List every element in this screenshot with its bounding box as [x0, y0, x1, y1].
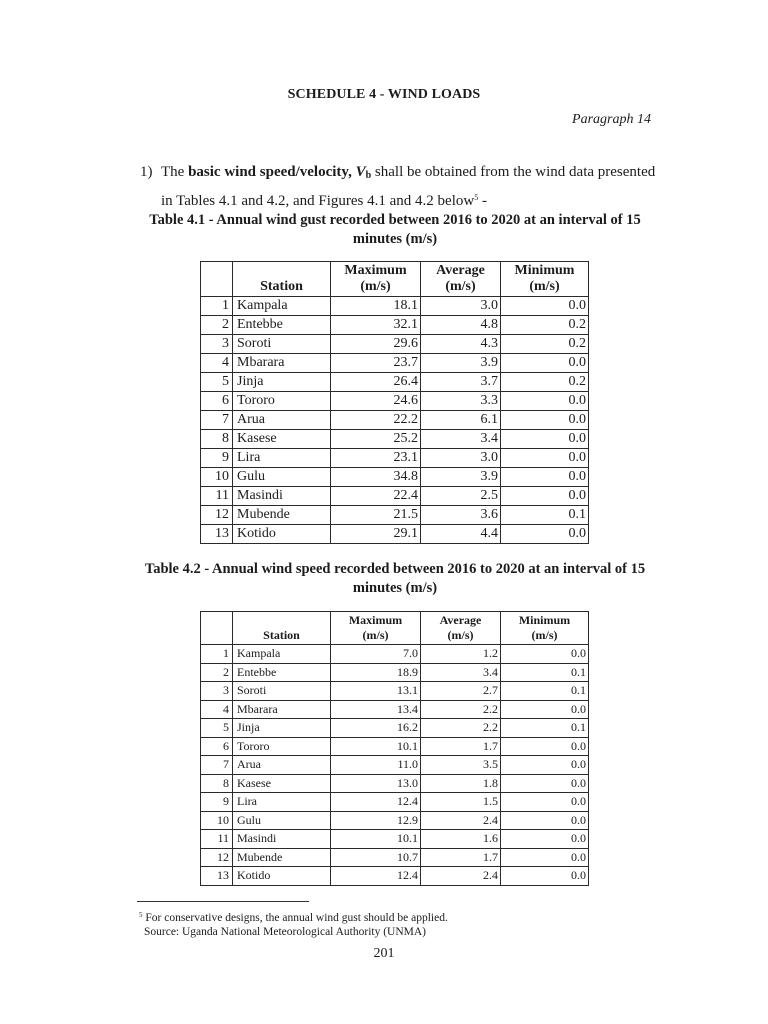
average-cell: 1.7	[421, 848, 501, 867]
item-number: 1)	[140, 164, 153, 180]
station-cell: Kotido	[233, 525, 331, 544]
paragraph-reference: Paragraph 14	[572, 112, 651, 127]
maximum-header: Maximum (m/s)	[331, 262, 421, 297]
station-header: Station	[233, 262, 331, 297]
maximum-cell: 18.9	[331, 663, 421, 682]
table-row	[201, 354, 589, 373]
maximum-cell: 32.1	[331, 316, 421, 335]
average-cell: 4.4	[421, 525, 501, 544]
header-row	[201, 612, 589, 645]
table-4-2-caption: Table 4.2 - Annual wind speed recorded between 2016 to 2020 at an interval of 15 minutes (m/s)	[144, 561, 646, 596]
minimum-cell: 0.0	[501, 468, 589, 487]
footnote-divider	[137, 901, 309, 902]
row-index: 1	[201, 297, 233, 316]
symbol-v: V	[355, 164, 366, 180]
symbol-subscript: b	[365, 170, 372, 181]
minimum-cell: 0.0	[501, 848, 589, 867]
average-cell: 3.9	[421, 468, 501, 487]
minimum-cell: 0.2	[501, 335, 589, 354]
item-text: The basic wind speed/velocity, Vb shall be obtained from the wind data presented in Tables 4.1 and 4.2, and Figures 4.1 and 4.2 below$^5$ -	[161, 164, 656, 209]
minimum-cell: 0.0	[501, 793, 589, 812]
average-cell: 3.0	[421, 449, 501, 468]
row-index: 10	[201, 811, 233, 830]
maximum-cell: 12.4	[331, 793, 421, 812]
maximum-cell: 10.1	[331, 830, 421, 849]
average-header: Average (m/s)	[421, 262, 501, 297]
station-cell: Arua	[233, 756, 331, 775]
row-index: 10	[201, 468, 233, 487]
table-4-2	[200, 611, 589, 886]
average-cell: 3.9	[421, 354, 501, 373]
row-index: 8	[201, 430, 233, 449]
row-index: 6	[201, 737, 233, 756]
average-cell: 2.2	[421, 700, 501, 719]
station-cell: Entebbe	[233, 663, 331, 682]
schedule-title: SCHEDULE 4 - WIND LOADS	[287, 87, 481, 102]
maximum-cell: 13.4	[331, 700, 421, 719]
average-cell: 4.3	[421, 335, 501, 354]
minimum-cell: 0.0	[501, 354, 589, 373]
average-cell: 2.7	[421, 682, 501, 701]
row-index: 3	[201, 682, 233, 701]
maximum-header: Maximum (m/s)	[331, 612, 421, 645]
table-row	[201, 645, 589, 664]
table-row	[201, 506, 589, 525]
row-index: 6	[201, 392, 233, 411]
minimum-cell: 0.1	[501, 663, 589, 682]
station-cell: Gulu	[233, 468, 331, 487]
station-cell: Mbarara	[233, 700, 331, 719]
minimum-cell: 0.0	[501, 297, 589, 316]
station-cell: Kampala	[233, 297, 331, 316]
maximum-cell: 22.2	[331, 411, 421, 430]
minimum-cell: 0.0	[501, 411, 589, 430]
maximum-cell: 23.1	[331, 449, 421, 468]
minimum-cell: 0.0	[501, 487, 589, 506]
average-cell: 3.6	[421, 506, 501, 525]
maximum-cell: 24.6	[331, 392, 421, 411]
average-cell: 3.3	[421, 392, 501, 411]
minimum-cell: 0.0	[501, 392, 589, 411]
maximum-cell: 7.0	[331, 645, 421, 664]
minimum-header: Minimum (m/s)	[501, 262, 589, 297]
minimum-cell: 0.0	[501, 867, 589, 886]
row-index: 4	[201, 354, 233, 373]
maximum-cell: 22.4	[331, 487, 421, 506]
average-cell: 3.4	[421, 430, 501, 449]
table-row	[201, 737, 589, 756]
table-row	[201, 487, 589, 506]
average-cell: 6.1	[421, 411, 501, 430]
average-cell: 1.6	[421, 830, 501, 849]
station-cell: Kasese	[233, 774, 331, 793]
row-index: 11	[201, 487, 233, 506]
maximum-cell: 11.0	[331, 756, 421, 775]
table-row	[201, 719, 589, 738]
numbered-item	[140, 161, 660, 212]
table-row	[201, 848, 589, 867]
footnote	[139, 908, 448, 939]
footnote-marker: 5	[139, 911, 143, 919]
row-index: 9	[201, 449, 233, 468]
maximum-cell: 34.8	[331, 468, 421, 487]
table-row	[201, 867, 589, 886]
table-row	[201, 525, 589, 544]
maximum-cell: 29.6	[331, 335, 421, 354]
station-cell: Soroti	[233, 335, 331, 354]
minimum-cell: 0.0	[501, 700, 589, 719]
average-cell: 1.5	[421, 793, 501, 812]
station-cell: Kasese	[233, 430, 331, 449]
station-cell: Masindi	[233, 487, 331, 506]
maximum-cell: 29.1	[331, 525, 421, 544]
average-cell: 4.8	[421, 316, 501, 335]
minimum-cell: 0.0	[501, 811, 589, 830]
table-row	[201, 373, 589, 392]
maximum-cell: 13.0	[331, 774, 421, 793]
table-4-1-caption: Table 4.1 - Annual wind gust recorded between 2016 to 2020 at an interval of 15 minutes (m/s)	[149, 212, 641, 247]
minimum-cell: 0.0	[501, 774, 589, 793]
row-index: 8	[201, 774, 233, 793]
maximum-cell: 16.2	[331, 719, 421, 738]
row-index: 3	[201, 335, 233, 354]
maximum-cell: 21.5	[331, 506, 421, 525]
average-cell: 2.4	[421, 811, 501, 830]
station-cell: Jinja	[233, 373, 331, 392]
row-index: 2	[201, 663, 233, 682]
station-cell: Mbarara	[233, 354, 331, 373]
station-cell: Tororo	[233, 737, 331, 756]
footnote-source: Source: Uganda National Meteorological Authority (UNMA)	[144, 926, 427, 938]
minimum-cell: 0.2	[501, 316, 589, 335]
footnote-text: For conservative designs, the annual wind gust should be applied.	[145, 912, 448, 924]
table-row	[201, 335, 589, 354]
minimum-cell: 0.0	[501, 756, 589, 775]
maximum-cell: 18.1	[331, 297, 421, 316]
table-row	[201, 663, 589, 682]
average-header: Average (m/s)	[421, 612, 501, 645]
maximum-cell: 13.1	[331, 682, 421, 701]
minimum-cell: 0.0	[501, 449, 589, 468]
minimum-cell: 0.0	[501, 645, 589, 664]
maximum-cell: 25.2	[331, 430, 421, 449]
minimum-cell: 0.0	[501, 830, 589, 849]
table-row	[201, 811, 589, 830]
header-row	[201, 262, 589, 297]
station-cell: Lira	[233, 793, 331, 812]
table-row	[201, 449, 589, 468]
table-row	[201, 830, 589, 849]
station-cell: Soroti	[233, 682, 331, 701]
table-row	[201, 793, 589, 812]
minimum-cell: 0.2	[501, 373, 589, 392]
average-cell: 2.2	[421, 719, 501, 738]
index-header	[201, 262, 233, 297]
table-row	[201, 700, 589, 719]
station-cell: Jinja	[233, 719, 331, 738]
row-index: 13	[201, 867, 233, 886]
row-index: 12	[201, 506, 233, 525]
page-number: 201	[373, 946, 395, 961]
station-cell: Lira	[233, 449, 331, 468]
row-index: 1	[201, 645, 233, 664]
maximum-cell: 10.7	[331, 848, 421, 867]
station-cell: Kampala	[233, 645, 331, 664]
average-cell: 2.5	[421, 487, 501, 506]
row-index: 7	[201, 411, 233, 430]
row-index: 9	[201, 793, 233, 812]
table-row	[201, 430, 589, 449]
table-row	[201, 682, 589, 701]
table-row	[201, 411, 589, 430]
emphasis-term: basic wind speed/velocity,	[188, 164, 356, 180]
row-index: 7	[201, 756, 233, 775]
maximum-cell: 12.9	[331, 811, 421, 830]
table-row	[201, 756, 589, 775]
row-index: 2	[201, 316, 233, 335]
row-index: 4	[201, 700, 233, 719]
table-row	[201, 468, 589, 487]
average-cell: 1.2	[421, 645, 501, 664]
station-cell: Entebbe	[233, 316, 331, 335]
minimum-cell: 0.1	[501, 719, 589, 738]
minimum-cell: 0.0	[501, 525, 589, 544]
minimum-header: Minimum (m/s)	[501, 612, 589, 645]
row-index: 11	[201, 830, 233, 849]
station-cell: Tororo	[233, 392, 331, 411]
row-index: 13	[201, 525, 233, 544]
maximum-cell: 10.1	[331, 737, 421, 756]
average-cell: 3.4	[421, 663, 501, 682]
maximum-cell: 12.4	[331, 867, 421, 886]
row-index: 5	[201, 373, 233, 392]
minimum-cell: 0.0	[501, 737, 589, 756]
station-cell: Mubende	[233, 506, 331, 525]
maximum-cell: 26.4	[331, 373, 421, 392]
minimum-cell: 0.0	[501, 430, 589, 449]
station-header: Station	[233, 612, 331, 645]
average-cell: 3.7	[421, 373, 501, 392]
table-row	[201, 297, 589, 316]
minimum-cell: 0.1	[501, 682, 589, 701]
average-cell: 1.8	[421, 774, 501, 793]
row-index: 5	[201, 719, 233, 738]
station-cell: Masindi	[233, 830, 331, 849]
station-cell: Arua	[233, 411, 331, 430]
station-cell: Kotido	[233, 867, 331, 886]
table-row	[201, 774, 589, 793]
minimum-cell: 0.1	[501, 506, 589, 525]
station-cell: Gulu	[233, 811, 331, 830]
row-index: 12	[201, 848, 233, 867]
average-cell: 2.4	[421, 867, 501, 886]
average-cell: 1.7	[421, 737, 501, 756]
average-cell: 3.5	[421, 756, 501, 775]
index-header	[201, 612, 233, 645]
table-4-1	[200, 261, 589, 544]
average-cell: 3.0	[421, 297, 501, 316]
footnote-ref: 5	[474, 193, 479, 202]
maximum-cell: 23.7	[331, 354, 421, 373]
station-cell: Mubende	[233, 848, 331, 867]
table-row	[201, 392, 589, 411]
table-row	[201, 316, 589, 335]
